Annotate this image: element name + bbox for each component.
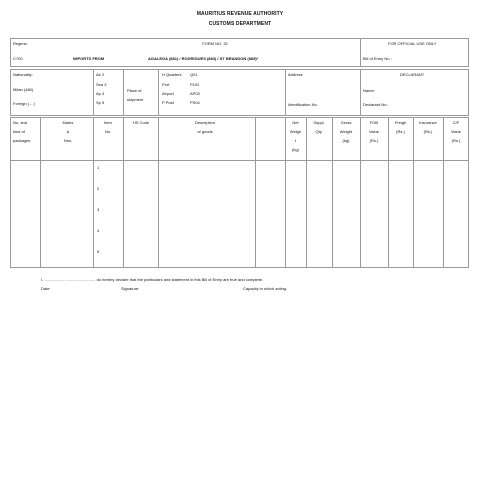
item-number: 1: [97, 165, 100, 170]
col-divider: [93, 117, 94, 268]
col-cf-1: C/F: [452, 120, 460, 125]
declaration-text: I, ............................................., do hereby declare that the particulars and statement in this Bill of Entry are true and complete.: [41, 277, 264, 282]
foreign-option: Foreign (....): [13, 101, 35, 106]
signature-label: Signature:: [121, 286, 140, 291]
col-divider: [255, 117, 256, 268]
col-freight-2: (Rs.): [396, 129, 405, 134]
mode-sp: Sp 5: [96, 100, 105, 105]
place-of-shipment-label: Place of: [127, 88, 142, 93]
col-net-weight-4: (kg): [292, 147, 299, 152]
col-net-weight-3: t: [294, 138, 297, 143]
port-port-code: P102: [190, 82, 200, 87]
col-cf-2: Value: [451, 129, 461, 134]
col-marks-3: Nos.: [63, 138, 73, 143]
col-divider: [158, 117, 159, 268]
regime-label: Regime:: [13, 41, 28, 46]
item-number: 2: [97, 186, 100, 191]
item-number: 4: [97, 228, 100, 233]
capacity-label: Capacity in which acting:: [243, 286, 288, 291]
divider: [285, 69, 286, 116]
col-freight-1: Freigh: [394, 120, 407, 125]
divider: [360, 69, 361, 116]
col-packages-2: kind of: [13, 129, 25, 134]
divider: [123, 69, 124, 116]
divider: [360, 38, 361, 67]
port-airport-code: AP03: [190, 91, 200, 96]
identification-label: Identification No.: [288, 102, 318, 107]
declarant-number-label: Declarant No.:: [363, 102, 389, 107]
declarant-name-label: Name:: [363, 88, 375, 93]
place-of-shipment-label-2: shipment: [127, 97, 144, 102]
col-net-weight-2: Weigh: [289, 129, 302, 134]
col-fob-1: FOB: [369, 120, 379, 125]
regime-code: C700: [13, 56, 23, 61]
col-insurance-1: Insurance: [419, 120, 437, 125]
col-divider: [123, 117, 124, 268]
form-number: FORM NO. 32: [202, 41, 228, 46]
col-divider: [388, 117, 389, 268]
nationality-label: Nationality:: [13, 72, 33, 77]
col-fob-3: (Rs.): [369, 138, 379, 143]
port-ppost-code: PS04: [190, 100, 200, 105]
col-marks-1: Marks: [62, 120, 74, 125]
item-number: 3: [97, 207, 100, 212]
col-packages-3: packages: [13, 138, 31, 143]
divider: [158, 69, 159, 116]
col-item-2: No.: [104, 129, 112, 134]
col-description-1: Description: [194, 120, 215, 125]
port-ppost-name: P Post: [162, 100, 174, 105]
header-separator: [10, 160, 469, 161]
mode-ap: Ap 4: [96, 91, 105, 96]
address-label: Address: [288, 72, 303, 77]
bill-of-entry-label: Bill of Entry No.:: [363, 56, 392, 61]
mode-sea: Sea 3: [96, 82, 107, 87]
port-hq-code: Q01: [190, 72, 198, 77]
date-label: Date:: [41, 286, 51, 291]
col-gross-1: Gross: [340, 120, 352, 125]
imports-from-label: IMPORTS FROM: [73, 56, 105, 61]
port-hq-name: H Quarters: [162, 72, 182, 77]
official-use-label: FOR OFFICIAL USE ONLY: [388, 41, 437, 46]
mode-air: Air 2: [96, 72, 105, 77]
authority-title: MAURITIUS REVENUE AUTHORITY: [196, 11, 284, 17]
col-divider: [413, 117, 414, 268]
col-gross-2: Weight: [339, 129, 353, 134]
destinations-label: AGALEGA (881) / RODRIGUES (883) / ST BRANDON (885)*: [148, 56, 259, 61]
item-number: 5: [97, 249, 100, 254]
col-fob-2: Value: [369, 129, 379, 134]
col-suppl-1: Suppl.: [313, 120, 325, 125]
declarant-label: DECLARANT: [400, 72, 425, 77]
col-net-weight-1: Net: [292, 120, 299, 125]
port-airport-name: Airport: [162, 91, 174, 96]
department-title: CUSTOMS DEPARTMENT: [208, 21, 272, 27]
col-insurance-2: (Rs.): [423, 129, 433, 134]
col-packages-1: No. and: [13, 120, 28, 125]
col-cf-3: (Rs.): [451, 138, 461, 143]
col-hs-code: HS Code: [132, 120, 150, 125]
mauritian-option: Mtian (480): [13, 87, 34, 92]
col-item-1: Item: [104, 120, 112, 125]
divider: [93, 69, 94, 116]
port-port-name: Port: [162, 82, 170, 87]
col-suppl-2: Qty.: [315, 129, 323, 134]
col-divider: [306, 117, 307, 268]
col-description-2: of goods: [197, 129, 213, 134]
col-gross-3: (kg): [342, 138, 350, 143]
col-marks-2: &: [66, 129, 70, 134]
col-divider: [40, 117, 41, 268]
